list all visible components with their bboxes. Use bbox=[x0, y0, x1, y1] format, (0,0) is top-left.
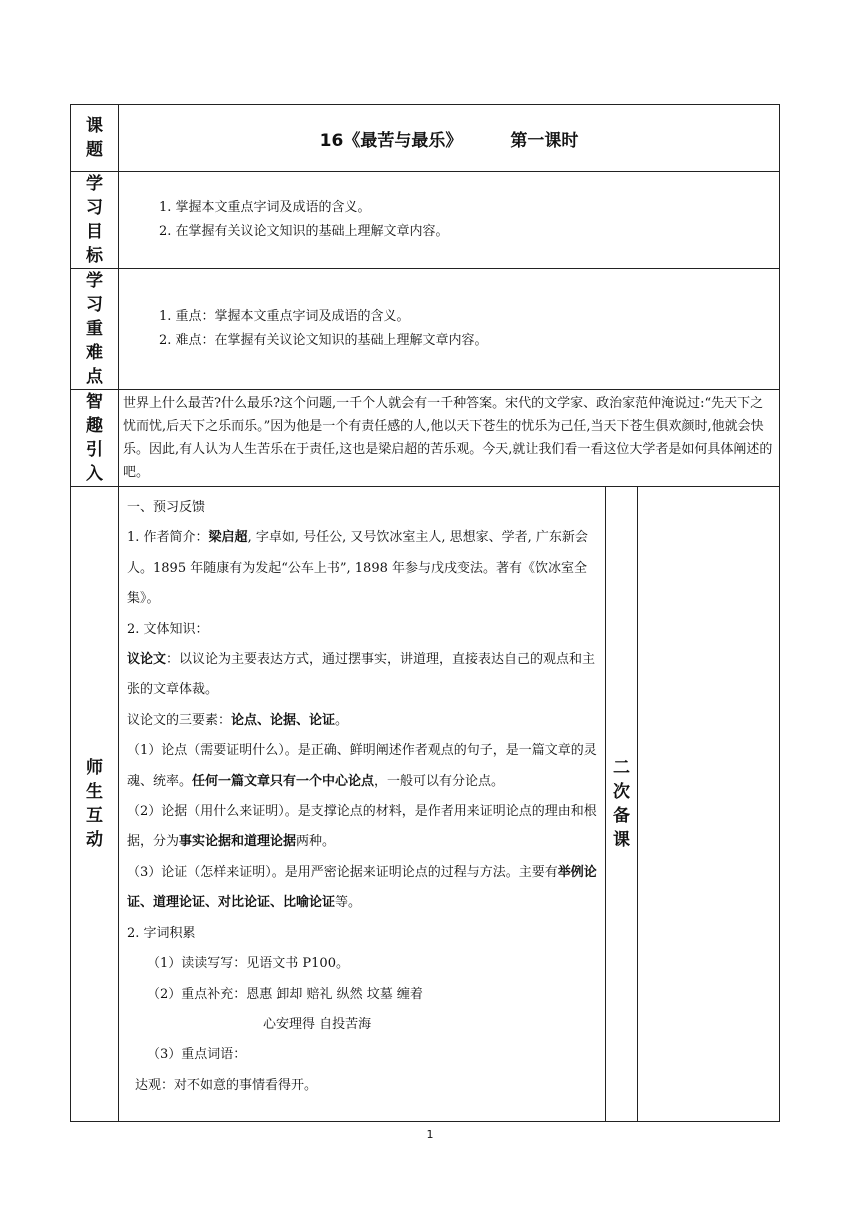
vocab-item: （1）读读写写：见语文书 P100。 bbox=[147, 956, 349, 972]
vocab-item: 心安理得 自投苦海 bbox=[263, 1016, 372, 1032]
objective-item: 2. 在掌握有关议论文知识的基础上理解文章内容。 bbox=[159, 224, 449, 239]
interaction-label: 师 生 互 动 bbox=[71, 487, 119, 1122]
interaction-content bbox=[119, 487, 606, 1122]
topic-label: 课 题 bbox=[71, 105, 119, 172]
introduction-text: 世界上什么最苦?什么最乐?这个问题,一千个人就会有一千种答案。宋代的文学家、政治家范仲淹说过:“先天下之忧而忧,后天下之乐而乐。”因为他是一个有责任感的人,他以天下苍生的忧乐为己任,当天下苍生俱欢颜时,他就会快乐。因此,有人认为人生苦乐在于责任,这也是梁启超的苦乐观。今天,就让我们看一看这位大学者是如何具体阐述的吧。 bbox=[119, 390, 780, 487]
introduction-row bbox=[71, 390, 780, 487]
vocab-item: （2）重点补充：恩惠 卸却 赔礼 纵然 坟墓 缠着 bbox=[147, 986, 423, 1002]
objective-item: 1. 掌握本文重点字词及成语的含义。 bbox=[159, 200, 371, 215]
lesson-plan-table bbox=[70, 104, 780, 1122]
key-points-row bbox=[71, 269, 780, 390]
introduction-label: 智 趣 引 入 bbox=[71, 390, 119, 487]
author-name: 梁启超 bbox=[208, 530, 248, 546]
element-argument: （3）论证（怎样来证明）。是用严密论据来证明论点的过程与方法。主要有举例论证、道理论证、对比论证、比喻论证等。 bbox=[127, 864, 597, 911]
element-evidence: （2）论据（用什么来证明）。是支撑论点的材料，是作者用来证明论点的理由和根据，分为事实论据和道理论据两种。 bbox=[127, 804, 597, 850]
section-heading: 一、预习反馈 bbox=[127, 500, 206, 515]
vocab-definition: 达观：对不如意的事情看得开。 bbox=[135, 1077, 318, 1093]
key-point-item: 2. 难点：在掌握有关议论文知识的基础上理解文章内容。 bbox=[159, 333, 488, 348]
title-cell bbox=[119, 105, 780, 172]
key-point-item: 1. 重点：掌握本文重点字词及成语的含义。 bbox=[159, 309, 410, 324]
key-points-label: 学 习 重 难 点 bbox=[71, 269, 119, 390]
interaction-row bbox=[71, 487, 780, 1122]
genre-definition: 议论文：以议论为主要表达方式，通过摆事实，讲道理，直接表达自己的观点和主张的文章体裁。 bbox=[127, 652, 596, 698]
three-elements: 议论文的三要素：论点、论据、论证。 bbox=[127, 712, 349, 728]
vocab-item: （3）重点词语： bbox=[147, 1047, 247, 1063]
key-points-content bbox=[119, 269, 780, 390]
element-point: （1）论点（需要证明什么）。是正确、鲜明阐述作者观点的句子，是一篇文章的灵魂、统率。任何一篇文章只有一个中心论点，一般可以有分论点。 bbox=[127, 743, 597, 789]
genre-heading: 2. 文体知识： bbox=[127, 621, 209, 637]
author-intro: 1. 作者简介：梁启超, 字卓如, 号任公, 又号饮冰室主人, 思想家、学者, 广东新会人。1895 年随康有为发起“公车上书”, 1898 年参与戊戌变法。著有《饮冰室全集》。 bbox=[127, 530, 588, 607]
page-number: 1 bbox=[426, 1128, 434, 1141]
vocab-heading: 2. 字词积累 bbox=[127, 925, 196, 941]
title-row bbox=[71, 105, 780, 172]
objectives-label: 学 习 目 标 bbox=[71, 172, 119, 269]
objectives-content bbox=[119, 172, 780, 269]
lesson-title: 16《最苦与最乐》 第一课时 bbox=[319, 130, 579, 151]
second-prep-notes[interactable] bbox=[637, 487, 779, 1122]
objectives-row bbox=[71, 172, 780, 269]
second-prep-label: 二 次 备 课 bbox=[605, 487, 637, 1122]
